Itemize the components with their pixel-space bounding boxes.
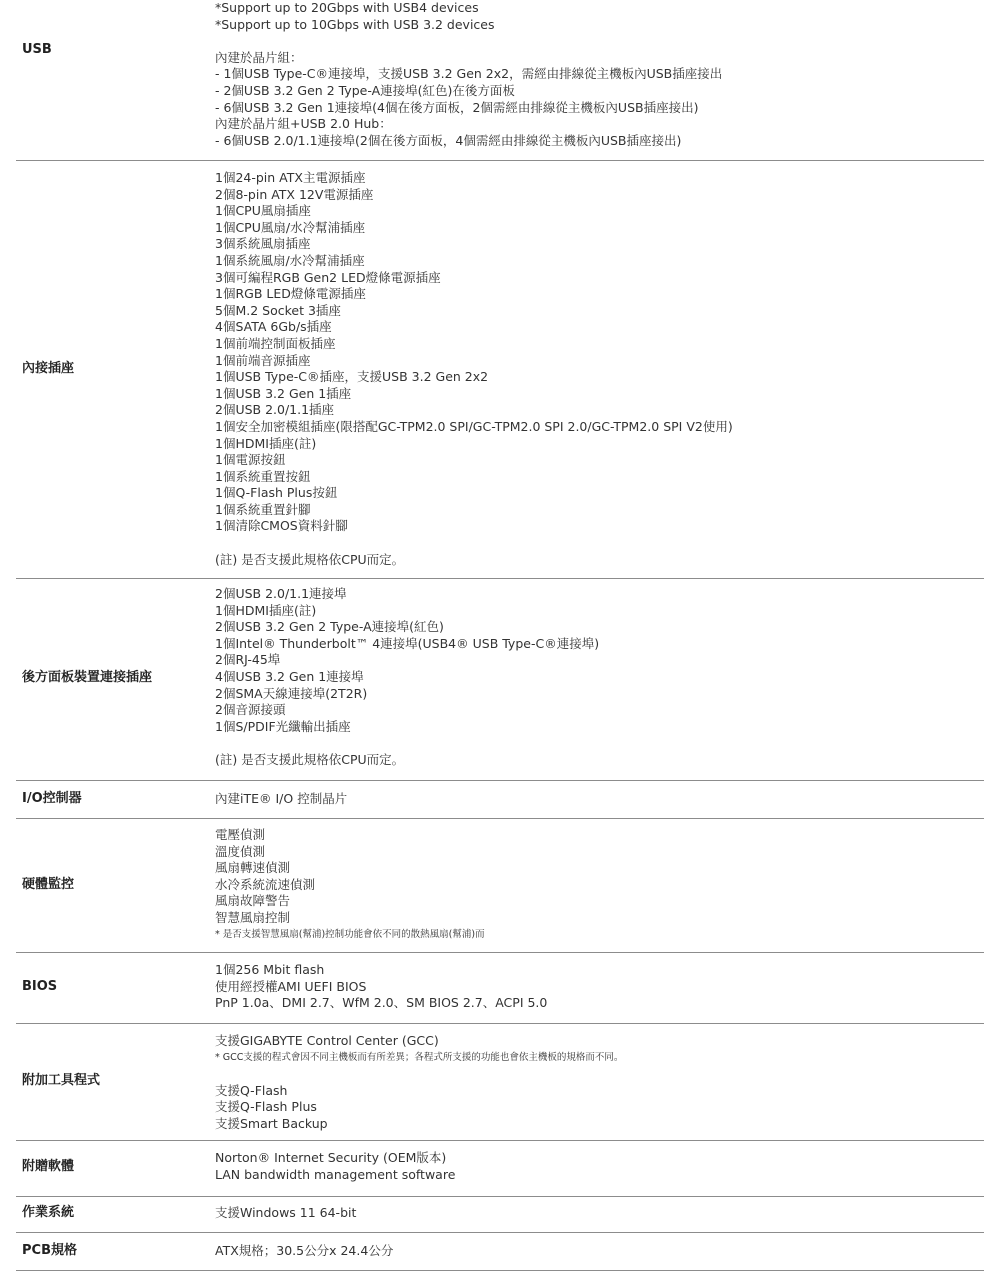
- spec-label: 附贈軟體: [22, 1159, 75, 1174]
- spec-line: 支援Q-Flash Plus: [215, 1099, 317, 1115]
- spec-line: 1個系統風扇/水冷幫浦插座: [215, 252, 365, 268]
- spec-line: 1個RGB LED燈條電源插座: [215, 286, 366, 302]
- spec-line: 1個前端音源插座: [215, 352, 311, 368]
- spec-row-2: [16, 160, 984, 579]
- spec-line: 內建於晶片組：: [215, 49, 303, 65]
- spec-line: (註) 是否支援此規格依CPU而定。: [215, 751, 405, 767]
- spec-value: [215, 1033, 975, 1133]
- spec-line: 2個USB 2.0/1.1連接埠: [215, 586, 347, 601]
- spec-row-3: [16, 578, 984, 781]
- spec-line: 1個S/PDIF光纖輸出插座: [215, 718, 351, 734]
- spec-line: 2個8-pin ATX 12V電源插座: [215, 186, 374, 202]
- spec-line: 2個USB 2.0/1.1插座: [215, 402, 335, 418]
- spec-label: I/O控制器: [22, 791, 82, 806]
- spec-line: 智慧風扇控制: [215, 909, 291, 925]
- spec-label: 附加工具程式: [22, 1073, 101, 1088]
- spec-line: 1個系統重置針腳: [215, 501, 311, 517]
- spec-spacer: [215, 535, 975, 552]
- spec-line: 1個USB 3.2 Gen 1插座: [215, 385, 352, 401]
- spec-line: - 2個USB 3.2 Gen 2 Type-A連接埠(紅色)在後方面板: [215, 82, 515, 98]
- spec-line: *Support up to 20Gbps with USB4 devices: [215, 0, 479, 15]
- spec-line: 4個SATA 6Gb/s插座: [215, 319, 332, 335]
- spec-line: 支援Smart Backup: [215, 1115, 328, 1131]
- spec-line: 2個USB 3.2 Gen 2 Type-A連接埠(紅色): [215, 619, 444, 635]
- spec-line: 風扇轉速偵測: [215, 860, 291, 876]
- spec-spacer: [215, 1066, 975, 1083]
- spec-line: 2個SMA天線連接埠(2T2R): [215, 685, 368, 701]
- spec-line: 1個Q-Flash Plus按鈕: [215, 485, 338, 501]
- spec-line: PnP 1.0a、DMI 2.7、WfM 2.0、SM BIOS 2.7、ACPI 5.0: [215, 995, 548, 1011]
- spec-line: 1個系統重置按鈕: [215, 468, 311, 484]
- spec-line: - 1個USB Type-C®連接埠，支援USB 3.2 Gen 2x2，需經由排線從主機板內USB插座接出: [215, 66, 723, 82]
- spec-value: [215, 170, 975, 568]
- spec-line: 1個CPU風扇插座: [215, 203, 311, 219]
- spec-value: [215, 1243, 975, 1260]
- spec-label: 作業系統: [22, 1205, 75, 1220]
- spec-label: BIOS: [22, 979, 58, 994]
- spec-line: 溫度偵測: [215, 843, 266, 859]
- spec-spacer: [215, 735, 975, 752]
- spec-line: 1個CPU風扇/水冷幫浦插座: [215, 219, 366, 235]
- spec-value: [215, 791, 975, 808]
- spec-line: 電壓偵測: [215, 827, 266, 842]
- spec-line: 風扇故障警告: [215, 893, 291, 909]
- spec-line: 1個清除CMOS資料針腳: [215, 518, 348, 534]
- spec-row-4: [16, 780, 984, 819]
- spec-line: 1個Intel® Thunderbolt™ 4連接埠(USB4® USB Type-C®連接埠): [215, 635, 600, 651]
- spec-value: [215, 1150, 975, 1183]
- spec-line: 1個HDMI插座(註): [215, 602, 317, 618]
- spec-line: ATX規格；30.5公分x 24.4公分: [215, 1243, 394, 1258]
- spec-row-9: [16, 1196, 984, 1233]
- spec-line: (註) 是否支援此規格依CPU而定。: [215, 551, 405, 567]
- spec-line: - 6個USB 2.0/1.1連接埠(2個在後方面板，4個需經由排線從主機板內USB插座接出): [215, 132, 682, 148]
- spec-line: 內建iTE® I/O 控制晶片: [215, 791, 348, 806]
- spec-line: 水冷系統流速偵測: [215, 876, 316, 892]
- spec-line: 2個音源接頭: [215, 702, 286, 718]
- spec-line: 1個HDMI插座(註): [215, 435, 317, 451]
- spec-line: 3個可編程RGB Gen2 LED燈條電源插座: [215, 269, 441, 285]
- spec-line: 支援Windows 11 64-bit: [215, 1205, 357, 1220]
- spec-line: 1個前端控制面板插座: [215, 335, 336, 351]
- spec-line: 使用經授權AMI UEFI BIOS: [215, 978, 367, 994]
- spec-value: [215, 1205, 975, 1222]
- spec-label: PCB規格: [22, 1243, 77, 1258]
- spec-value: [215, 827, 975, 943]
- spec-line: 2個RJ-45埠: [215, 652, 281, 668]
- spec-row-1: [16, 0, 984, 161]
- spec-footnote: * GCC支援的程式會因不同主機板而有所差異；各程式所支援的功能也會依主機板的規格而不同。: [215, 1051, 624, 1063]
- spec-line: 內建於晶片組+USB 2.0 Hub：: [215, 116, 392, 132]
- spec-line: 1個256 Mbit flash: [215, 962, 325, 977]
- spec-row-8: [16, 1140, 984, 1197]
- spec-line: 1個安全加密模組插座(限搭配GC-TPM2.0 SPI/GC-TPM2.0 SPI 2.0/GC-TPM2.0 SPI V2使用): [215, 418, 733, 434]
- spec-row-10: [16, 1232, 984, 1271]
- spec-line: 4個USB 3.2 Gen 1連接埠: [215, 668, 364, 684]
- spec-value: [215, 962, 975, 1012]
- spec-row-5: [16, 818, 984, 953]
- spec-footnote: * 是否支援智慧風扇(幫浦)控制功能會依不同的散熱風扇(幫浦)而: [215, 928, 485, 940]
- spec-line: - 6個USB 3.2 Gen 1連接埠(4個在後方面板，2個需經由排線從主機板內USB插座接出): [215, 99, 699, 115]
- spec-row-7: [16, 1023, 984, 1141]
- spec-line: 1個電源按鈕: [215, 452, 286, 468]
- spec-line: LAN bandwidth management software: [215, 1166, 456, 1182]
- spec-line: 5個M.2 Socket 3插座: [215, 302, 341, 318]
- spec-value: [215, 0, 975, 149]
- spec-label: USB: [22, 42, 52, 57]
- spec-label: 硬體監控: [22, 877, 75, 892]
- spec-line: *Support up to 10Gbps with USB 3.2 devices: [215, 16, 495, 32]
- spec-line: 1個USB Type-C®插座，支援USB 3.2 Gen 2x2: [215, 369, 489, 385]
- spec-line: 1個24-pin ATX主電源插座: [215, 170, 366, 185]
- spec-line: 支援GIGABYTE Control Center (GCC): [215, 1033, 439, 1048]
- spec-label: 內接插座: [22, 361, 75, 376]
- spec-value: [215, 586, 975, 769]
- spec-row-6: [16, 952, 984, 1024]
- spec-line: Norton® Internet Security (OEM版本): [215, 1150, 447, 1165]
- spec-line: 支援Q-Flash: [215, 1082, 288, 1098]
- spec-line: 3個系統風扇插座: [215, 236, 311, 252]
- spec-label: 後方面板裝置連接插座: [22, 670, 153, 685]
- spec-spacer: [215, 33, 975, 50]
